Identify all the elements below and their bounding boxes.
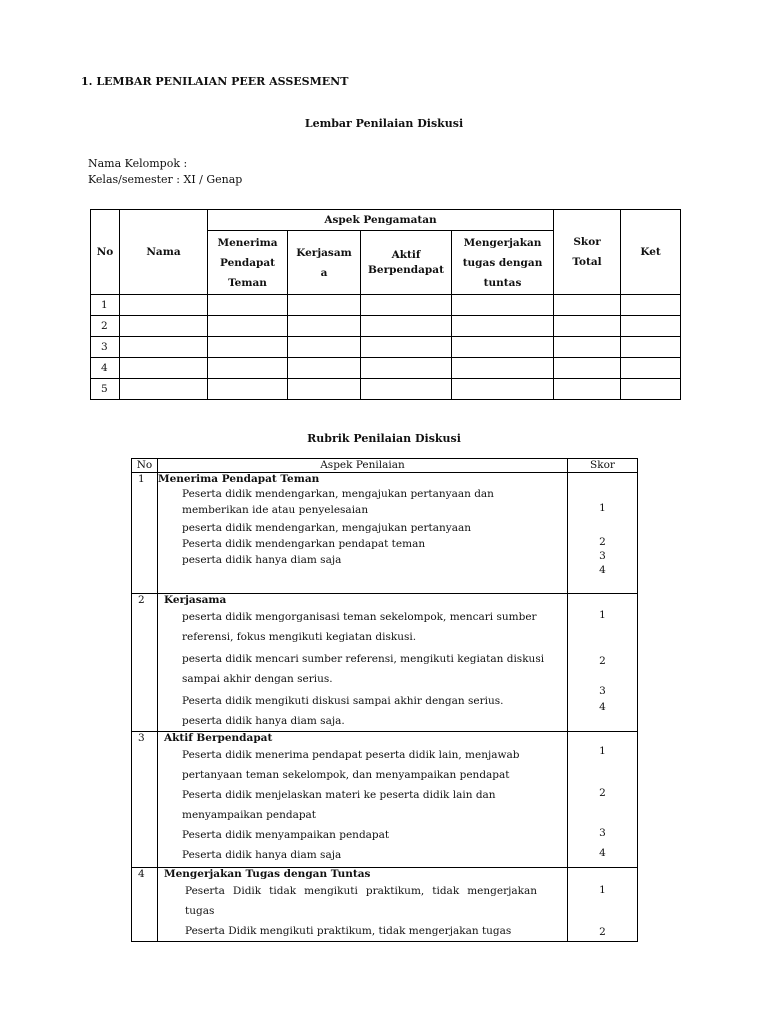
- score-value: 2: [599, 536, 606, 548]
- rubric-section: [132, 473, 638, 594]
- table-row: [91, 337, 681, 358]
- criterion: Peserta didik menyampaikan pendapat: [182, 829, 390, 841]
- row-number: 2: [91, 316, 120, 337]
- col-header-aspek-pengamatan: Aspek Pengamatan: [208, 210, 554, 231]
- section-number: 3: [132, 732, 158, 868]
- col-header-ket: Ket: [621, 210, 681, 295]
- criterion: Peserta didik menerima pendapat peserta didik lain, menjawab pertanyaan teman sekelompok, dan menyampaikan pendapat: [182, 749, 520, 781]
- score-value: 1: [599, 745, 606, 757]
- col-header-menerima-pendapat: Menerima Pendapat Teman: [208, 231, 288, 295]
- score-value: 1: [599, 502, 606, 514]
- criterion: Peserta didik mendengarkan pendapat teman: [182, 538, 426, 550]
- col-header-skor-total: Skor Total: [554, 210, 621, 295]
- criterion: Peserta Didik tidak mengikuti praktikum, tidak mengerjakan tugas: [185, 885, 537, 917]
- rubric-section: [132, 868, 638, 942]
- score-value: 4: [599, 564, 606, 576]
- section-title: Aktif Berpendapat: [164, 732, 273, 744]
- score-value: 3: [599, 550, 606, 562]
- criterion: Peserta didik mengikuti diskusi sampai akhir dengan serius.: [182, 695, 504, 707]
- score-value: 2: [599, 655, 606, 667]
- group-name-label: Nama Kelompok :: [88, 157, 188, 170]
- table-row: [91, 295, 681, 316]
- rubric-section: [132, 732, 638, 868]
- table-row: [91, 379, 681, 400]
- score-value: 1: [599, 884, 606, 896]
- criterion: peserta didik mencari sumber referensi, mengikuti kegiatan diskusi sampai akhir dengan serius.: [182, 653, 545, 685]
- section-title: Kerjasama: [164, 594, 227, 606]
- criterion: Peserta didik menjelaskan materi ke peserta didik lain dan menyampaikan pendapat: [182, 789, 496, 821]
- rubric-table: [131, 458, 638, 942]
- criterion: Peserta didik hanya diam saja: [182, 849, 342, 861]
- score-value: 3: [599, 827, 606, 839]
- criterion: peserta didik hanya diam saja.: [182, 715, 345, 727]
- col-header-kerjasama: [288, 231, 361, 295]
- score-value: 4: [599, 847, 606, 859]
- col-header-no: No: [91, 210, 120, 295]
- row-number: 1: [91, 295, 120, 316]
- table-row: [91, 316, 681, 337]
- discussion-sheet-title: Lembar Penilaian Diskusi: [304, 117, 464, 130]
- score-value: 2: [599, 787, 606, 799]
- rubric-section: [132, 594, 638, 732]
- col-header-mengerjakan-tugas: Mengerjakan tugas dengan tuntas: [452, 231, 554, 295]
- kerjasama-line1: Kerjasam: [296, 246, 352, 259]
- row-number: 4: [91, 358, 120, 379]
- col-header-nama: Nama: [120, 210, 208, 295]
- section-number: 2: [132, 594, 158, 732]
- discussion-assessment-table: [90, 209, 681, 400]
- table-row: [91, 358, 681, 379]
- score-value: 2: [599, 926, 606, 938]
- kerjasama-line2: a: [320, 266, 328, 279]
- page-heading: 1. LEMBAR PENILAIAN PEER ASSESMENT: [81, 75, 349, 88]
- section-title: Mengerjakan Tugas dengan Tuntas: [164, 868, 371, 880]
- criterion: peserta didik mendengarkan, mengajukan pertanyaan: [182, 522, 471, 534]
- section-number: 4: [132, 868, 158, 942]
- section-title: Menerima Pendapat Teman: [158, 473, 320, 485]
- col-header-aktif-berpendapat: Aktif Berpendapat: [361, 231, 452, 295]
- criterion: peserta didik mengorganisasi teman sekelompok, mencari sumber referensi, fokus mengikuti kegiatan diskusi.: [182, 611, 537, 643]
- rubric-col-aspek: Aspek Penilaian: [158, 459, 568, 473]
- criterion: peserta didik hanya diam saja: [182, 554, 342, 566]
- criterion: Peserta Didik mengikuti praktikum, tidak mengerjakan tugas: [185, 925, 512, 937]
- rubric-col-skor: Skor: [568, 459, 638, 473]
- score-value: 3: [599, 685, 606, 697]
- score-value: 1: [599, 609, 606, 621]
- rubric-title: Rubrik Penilaian Diskusi: [307, 432, 461, 445]
- criterion: Peserta didik mendengarkan, mengajukan pertanyaan dan memberikan ide atau penyelesaian: [182, 488, 494, 516]
- class-semester-label: Kelas/semester : XI / Genap: [88, 173, 243, 186]
- row-number: 5: [91, 379, 120, 400]
- row-number: 3: [91, 337, 120, 358]
- score-value: 4: [599, 701, 606, 713]
- section-number: 1: [132, 473, 158, 594]
- rubric-col-no: No: [132, 459, 158, 473]
